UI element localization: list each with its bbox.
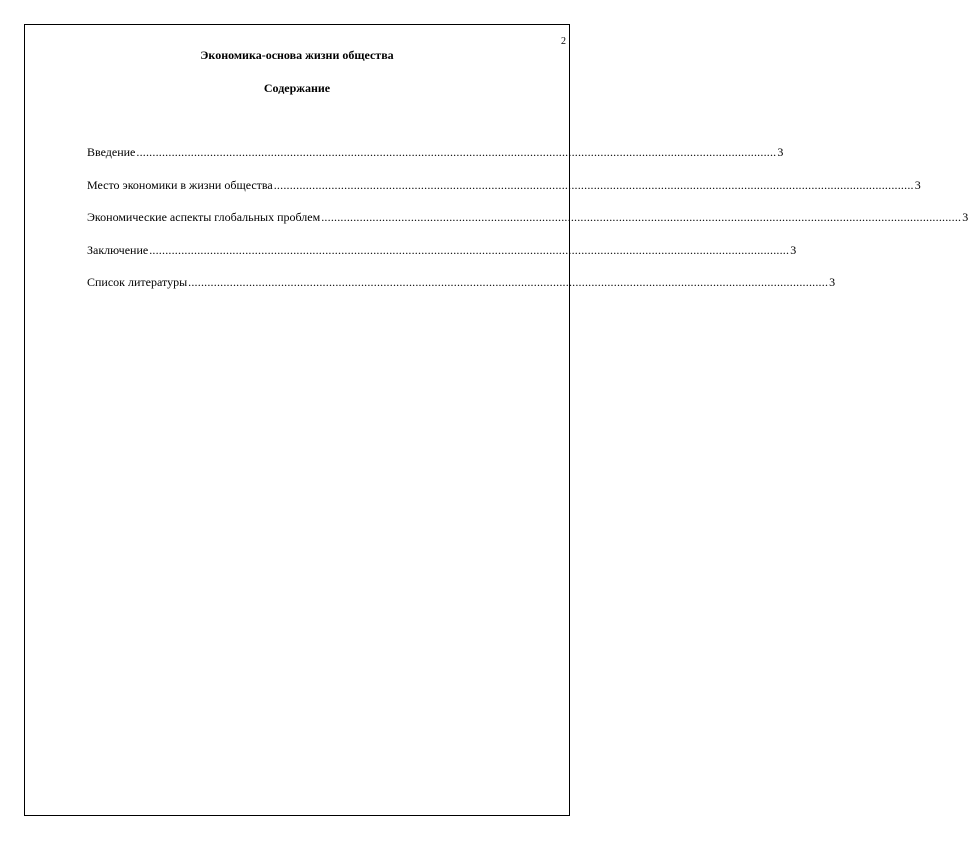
toc-entry-label: Список литературы xyxy=(87,275,188,289)
page-number: 2 xyxy=(561,36,566,47)
toc-entry-page: 3 xyxy=(829,275,836,289)
page-frame xyxy=(24,24,968,816)
document-title: Экономика-основа жизни общества xyxy=(200,48,394,62)
toc-entry-label: Экономические аспекты глобальных проблем xyxy=(87,210,321,224)
toc-entry-introduction[interactable] xyxy=(87,145,784,178)
toc-heading: Содержание xyxy=(263,81,331,95)
toc-entry-label: Заключение xyxy=(87,242,149,257)
toc-entry-page: 3 xyxy=(790,242,797,257)
toc-entry-page: 3 xyxy=(777,145,784,159)
toc-entry-economy-place[interactable] xyxy=(87,177,921,211)
toc-leader-dots: ........................................................................................................................................................................................................ xyxy=(321,210,962,224)
toc-leader-dots: ........................................................................................................................................................................................................ xyxy=(273,177,914,192)
toc-entry-references[interactable] xyxy=(87,275,836,308)
toc-leader-dots: ........................................................................................................................................................................................................ xyxy=(149,242,790,257)
toc-entry-conclusion[interactable] xyxy=(87,242,797,276)
toc-leader-dots: ........................................................................................................................................................................................................ xyxy=(136,145,777,159)
toc-entry-label: Место экономики в жизни общества xyxy=(87,177,273,192)
toc-entry-global-problems[interactable] xyxy=(87,210,968,243)
toc-entry-label: Введение xyxy=(87,145,136,159)
toc-entry-page: 3 xyxy=(962,210,968,224)
table-of-contents xyxy=(87,145,968,308)
toc-leader-dots: ........................................................................................................................................................................................................ xyxy=(188,275,829,289)
toc-entry-page: 3 xyxy=(914,177,921,192)
